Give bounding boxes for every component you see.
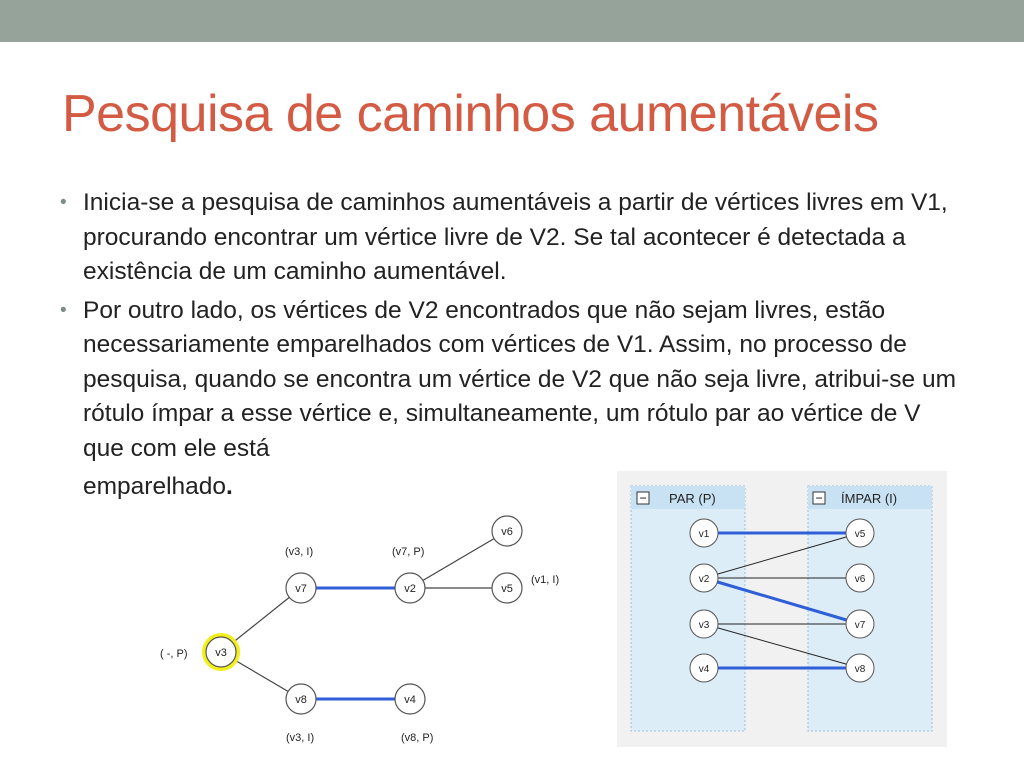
left-column (631, 486, 745, 731)
tree-annotation-v3: ( -, P) (160, 648, 188, 660)
bipartite-node-label-v2: v2 (698, 574, 710, 585)
tree-annotation-v4: (v8, P) (401, 732, 434, 744)
tree-node-label-v4: v4 (404, 694, 416, 706)
bullet-dot-icon: • (60, 299, 67, 321)
right-collapse-icon: − (815, 491, 823, 505)
left-header-label: PAR (P) (669, 491, 716, 506)
bipartite-node-label-v1: v1 (698, 529, 710, 540)
tree-annotation-v2: (v7, P) (392, 546, 425, 558)
bipartite-node-label-v5: v5 (854, 529, 866, 540)
tree-annotation-v5: (v1, I) (531, 574, 560, 586)
bullet-text: Por outro lado, os vértices de V2 encontrados que não sejam livres, estão necessariamente emparelhados com vértices de V1. Assim, no processo de pesquisa, quando se encontra um vértice de V2 que não seja livre, atribui-se um rótulo ímpar a esse vértice e, simultaneamente, um rótulo par ao vértice de V que com ele está (83, 296, 956, 462)
tree-node-label-v7: v7 (295, 583, 307, 595)
left-collapse-icon: − (639, 491, 647, 505)
bullet-last-word: emparelhado (83, 473, 227, 500)
bipartite-graph-panel (617, 471, 947, 747)
tree-node-label-v3: v3 (215, 647, 227, 659)
bipartite-node-label-v6: v6 (854, 574, 866, 585)
tree-node-label-v6: v6 (501, 526, 513, 538)
bullet-last-punct: . (226, 473, 233, 500)
bipartite-node-label-v3: v3 (698, 620, 710, 631)
bipartite-node-label-v8: v8 (854, 664, 866, 675)
tree-annotation-v8: (v3, I) (286, 732, 315, 744)
tree-node-label-v5: v5 (501, 583, 513, 595)
slide-title: Pesquisa de caminhos aumentáveis (62, 85, 879, 143)
bullet-dot-icon: • (60, 192, 67, 213)
tree-node-label-v2: v2 (404, 583, 416, 595)
right-header-label: ÍMPAR (I) (841, 491, 898, 506)
tree-node-label-v8: v8 (295, 694, 307, 706)
tree-annotation-v7: (v3, I) (285, 546, 314, 558)
tree-edge-v2-v6 (410, 531, 507, 588)
bipartite-node-label-v4: v4 (698, 664, 710, 675)
bullet-text: Inicia-se a pesquisa de caminhos aumentáveis a partir de vértices livres em V1, procurando encontrar um vértice livre de V2. Se tal acontecer é detectada a existência de um caminho aumentável. (83, 189, 948, 285)
bipartite-node-label-v7: v7 (854, 620, 866, 631)
